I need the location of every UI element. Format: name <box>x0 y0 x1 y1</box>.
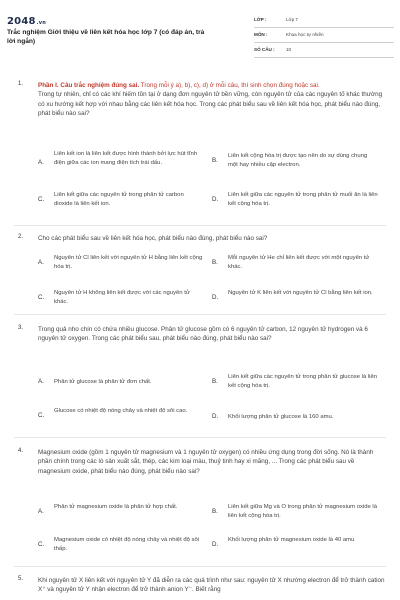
page-title: Trắc nghiệm Giới thiệu về liên kết hóa học lớp 7 (có đáp án, trả lời ngắn) <box>7 29 205 45</box>
meta-row-grade <box>254 14 394 28</box>
option-letter: B. <box>212 378 218 385</box>
option-text: Liên kết giữa các nguyên tử trong phân tử muối ăn là liên kết cộng hóa trị. <box>228 192 378 207</box>
option-letter: B. <box>212 508 218 515</box>
question-number: 5. <box>18 576 24 582</box>
meta-value: 10 <box>286 47 292 52</box>
option-letter: C. <box>38 541 45 548</box>
option-letter: C. <box>38 196 45 203</box>
option-letter: D. <box>212 294 219 301</box>
question-text: Cho các phát biểu sau về liên kết hóa học, phát biểu nào đúng, phát biểu nào sai? <box>38 235 268 242</box>
meta-key: LỚP : <box>254 17 267 22</box>
divider <box>14 566 386 567</box>
question-text: Khi nguyên tử X liên kết với nguyên tử Y đã diễn ra các quá trình như sau: nguyên tử X nhường electron để trở thành cation X⁺ và nguyên tử Y nhận electron để trở thành anion Y⁻. Biết rằng <box>38 577 385 594</box>
option-letter: D. <box>212 413 219 420</box>
option-text: Nguyên tử H không liên kết được với các nguyên tử khác. <box>54 290 190 305</box>
option-text: Liên kết giữa các nguyên tử trong phân tử carbon dioxide là liên kết ion. <box>54 192 184 207</box>
site-logo[interactable] <box>7 16 46 27</box>
question-number: 3. <box>18 325 24 331</box>
option-letter: C. <box>38 412 45 419</box>
option-text: Liên kết giữa các nguyên tử trong phân tử glucose là liên kết cộng hóa trị. <box>228 374 378 389</box>
option-text: Khối lượng phân tử glucose là 160 amu. <box>228 414 334 420</box>
option-letter: A. <box>38 159 44 166</box>
question-text: Magnesium oxide (gồm 1 nguyên tử magnesium và 1 nguyên tử oxygen) có nhiều ứng dụng trong đời sống. Nó là thành phần chính trong các lò sản xuất sắt, thép, các kim loại màu, thuỷ tinh hay xi măng, ... Trong các phát biểu sau về magnesium oxide, phát biểu nào đúng, phát biểu nào sai? <box>38 449 374 475</box>
divider <box>14 314 386 315</box>
option-text: Magnesium oxide có nhiệt độ nóng chảy và nhiệt độ sôi thấp. <box>54 537 200 552</box>
question-3 <box>0 325 400 435</box>
option-text: Nguyên tử K liên kết với nguyên tử Cl bằng liên kết ion. <box>228 290 373 296</box>
option-letter: A. <box>38 378 44 385</box>
question-5 <box>0 576 400 600</box>
option-letter: D. <box>212 196 219 203</box>
option-letter: A. <box>38 508 44 515</box>
option-text: Nguyên tử Cl liên kết với nguyên tử H bằng liên kết cộng hóa trị. <box>54 255 203 270</box>
option-letter: D. <box>212 541 219 548</box>
divider <box>14 225 386 226</box>
option-letter: A. <box>38 259 44 266</box>
question-body: Trong tự nhiên, chỉ có các khí hiếm tồn tại ở dạng đơn nguyên tử bền vững, còn nguyên tử của các nguyên tố khác thường có xu hướng kết hợp với nhau bằng các liên kết hóa học. Trong các phát biểu sau về liên kết hóa học, phát biểu nào đúng, phát biểu nào sai? <box>38 91 383 117</box>
option-letter: B. <box>212 259 218 266</box>
divider <box>14 437 386 438</box>
meta-row-count <box>254 44 394 58</box>
part-instruction: Trong mỗi ý a), b), c), d) ở mỗi câu, thí sinh chọn đúng hoặc sai. <box>139 82 320 89</box>
meta-value: Lớp 7 <box>286 17 298 22</box>
part-title: Phần I. Câu trắc nghiệm đúng sai. <box>38 82 140 89</box>
option-text: Mỗi nguyên tử He chỉ liên kết được với một nguyên tử khác. <box>228 255 370 270</box>
meta-key: MÔN : <box>254 32 268 37</box>
meta-key: SỐ CÂU : <box>254 47 275 52</box>
logo-brand: 2048 <box>7 16 36 27</box>
option-letter: C. <box>38 294 45 301</box>
question-number: 1. <box>18 81 24 87</box>
option-text: Khối lượng phân tử magnesium oxide là 40 amu <box>228 537 355 543</box>
meta-value: Khoa học tự nhiên <box>286 32 324 37</box>
question-text <box>38 81 386 118</box>
document-header <box>0 0 400 62</box>
meta-row-subject <box>254 29 394 43</box>
question-2 <box>0 234 400 330</box>
question-4 <box>0 448 400 568</box>
option-text: Liên kết cộng hóa trị được tạo nên do sự dùng chung một hay nhiều cặp electron. <box>228 153 368 168</box>
option-text: Liên kết giữa Mg và O trong phân tử magnesium oxide là liên kết cộng hóa trị. <box>228 504 378 519</box>
option-text: Liên kết ion là liên kết được hình thành bởi lực hút tĩnh điện giữa các ion mang điện tích trái dấu. <box>54 151 198 166</box>
question-number: 2. <box>18 234 24 240</box>
question-text: Trong quả nho chín có chứa nhiều glucose. Phân tử glucose gồm có 6 nguyên tử carbon, 12 nguyên tử hydrogen và 6 nguyên tử oxygen. Trong các phát biểu sau, phát biểu nào đúng, phát biểu nào sai? <box>38 326 368 343</box>
logo-suffix: .vn <box>36 20 46 26</box>
question-1 <box>0 81 400 221</box>
option-text: Glucose có nhiệt độ nóng chảy và nhiệt độ sôi cao. <box>54 408 188 414</box>
question-number: 4. <box>18 448 24 454</box>
option-text: Phân tử magnesium oxide là phân tử hợp chất. <box>54 504 178 510</box>
option-text: Phân tử glucose là phân tử đơn chất. <box>54 379 152 385</box>
option-letter: B. <box>212 157 218 164</box>
